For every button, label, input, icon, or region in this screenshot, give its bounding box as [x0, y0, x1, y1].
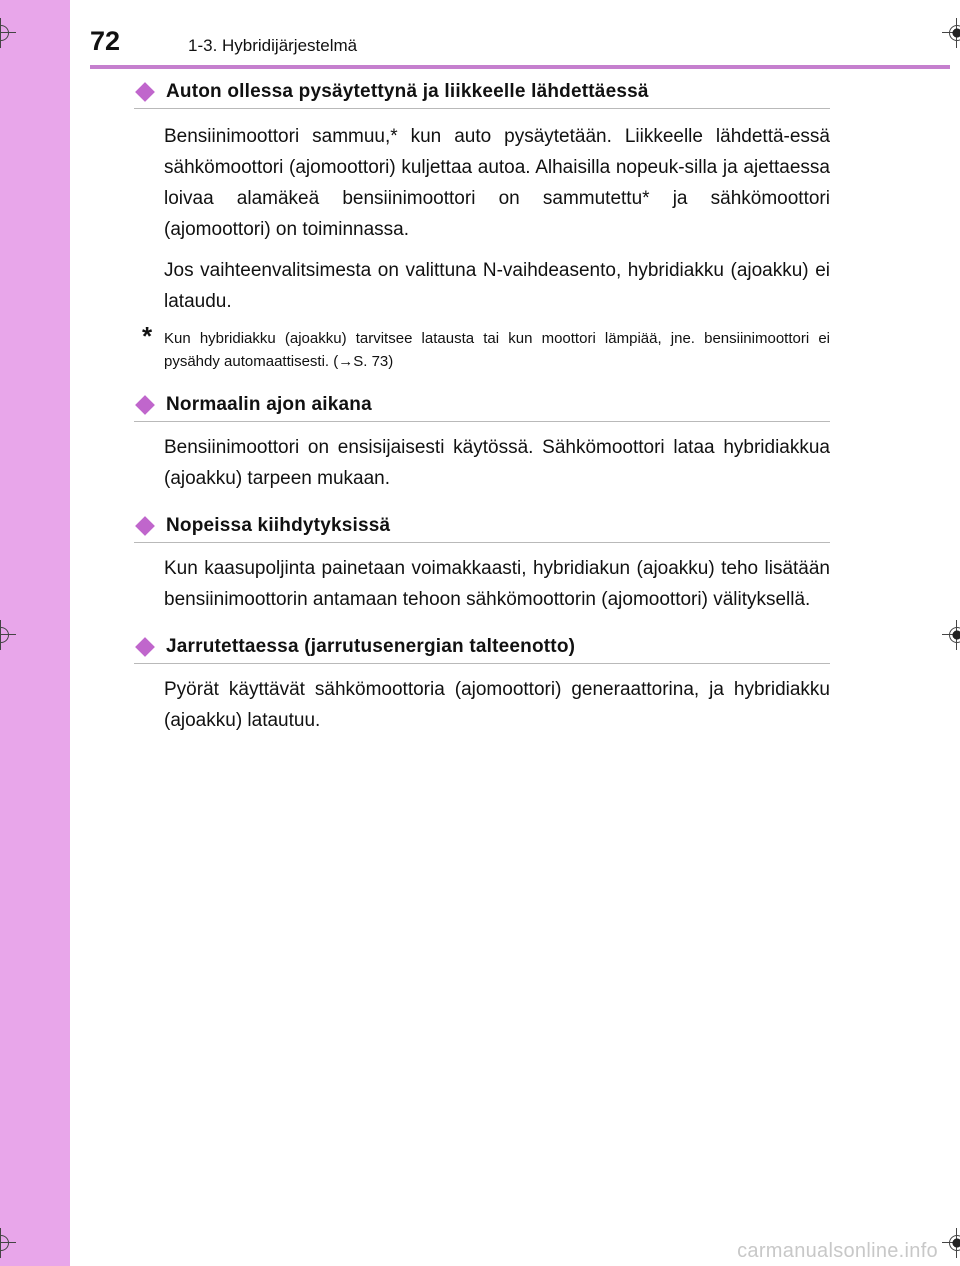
paragraph: Bensiinimoottori on ensisijaisesti käytössä. Sähkömoottori lataa hybridiakkua (ajoakku) tarpeen mukaan.	[164, 437, 830, 489]
page-number: 72	[90, 26, 121, 56]
section-heading-text: Jarrutettaessa (jarrutusenergian talteenotto)	[166, 635, 576, 657]
section-heading	[134, 633, 830, 664]
registration-mark-icon	[942, 620, 960, 650]
registration-mark-icon	[0, 620, 16, 650]
footnote-mark: *	[142, 321, 153, 351]
page-content	[134, 78, 830, 736]
section-heading	[134, 78, 830, 109]
section-heading	[134, 391, 830, 422]
diamond-bullet-icon	[135, 637, 155, 657]
paragraph: Jos vaihteenvalitsimesta on valittuna N-vaihdeasento, hybridiakku (ajoakku) ei lataudu.	[164, 260, 830, 312]
watermark-text: carmanualsonline.info	[737, 1240, 938, 1262]
section-normal-driving	[134, 391, 830, 494]
section-stopped-start	[134, 78, 830, 373]
section-heading-text: Normaalin ajon aikana	[166, 393, 372, 415]
diamond-bullet-icon	[135, 82, 155, 102]
footnote	[134, 321, 830, 373]
footnote-text: Kun hybridiakku (ajoakku) tarvitsee latausta tai kun moottori lämpiää, jne. bensiinimoottori ei pysähdy automaattisesti. (→S. 73)	[164, 330, 830, 370]
header-rule	[90, 65, 950, 69]
registration-mark-icon	[0, 18, 16, 48]
registration-mark-icon	[942, 1228, 960, 1258]
diamond-bullet-icon	[135, 395, 155, 415]
diamond-bullet-icon	[135, 516, 155, 536]
section-braking	[134, 633, 830, 736]
paragraph: Bensiinimoottori sammuu,* kun auto pysäytetään. Liikkeelle lähdettä-essä sähkömoottori (ajomoottori) kuljettaa autoa. Alhaisilla nopeuk-silla ja ajettaessa loivaa alamäkeä bensiinimoottori on sammutettu* ja sähkömoottori (ajomoottori) on toiminnassa.	[164, 126, 830, 240]
paragraph: Pyörät käyttävät sähkömoottoria (ajomoottori) generaattorina, ja hybridiakku (ajoakku) latautuu.	[164, 679, 830, 731]
section-hard-acceleration	[134, 512, 830, 615]
chapter-title: 1-3. Hybridijärjestelmä	[188, 36, 358, 55]
registration-mark-icon	[942, 18, 960, 48]
registration-mark-icon	[0, 1228, 16, 1258]
section-heading-text: Auton ollessa pysäytettynä ja liikkeelle lähdettäessä	[166, 80, 649, 102]
paragraph: Kun kaasupoljinta painetaan voimakkaasti, hybridiakun (ajoakku) teho lisätään bensiinimoottorin antamaan tehoon sähkömoottorin (ajomoottori) välityksellä.	[164, 558, 830, 610]
section-heading	[134, 512, 830, 543]
section-heading-text: Nopeissa kiihdytyksissä	[166, 514, 391, 536]
